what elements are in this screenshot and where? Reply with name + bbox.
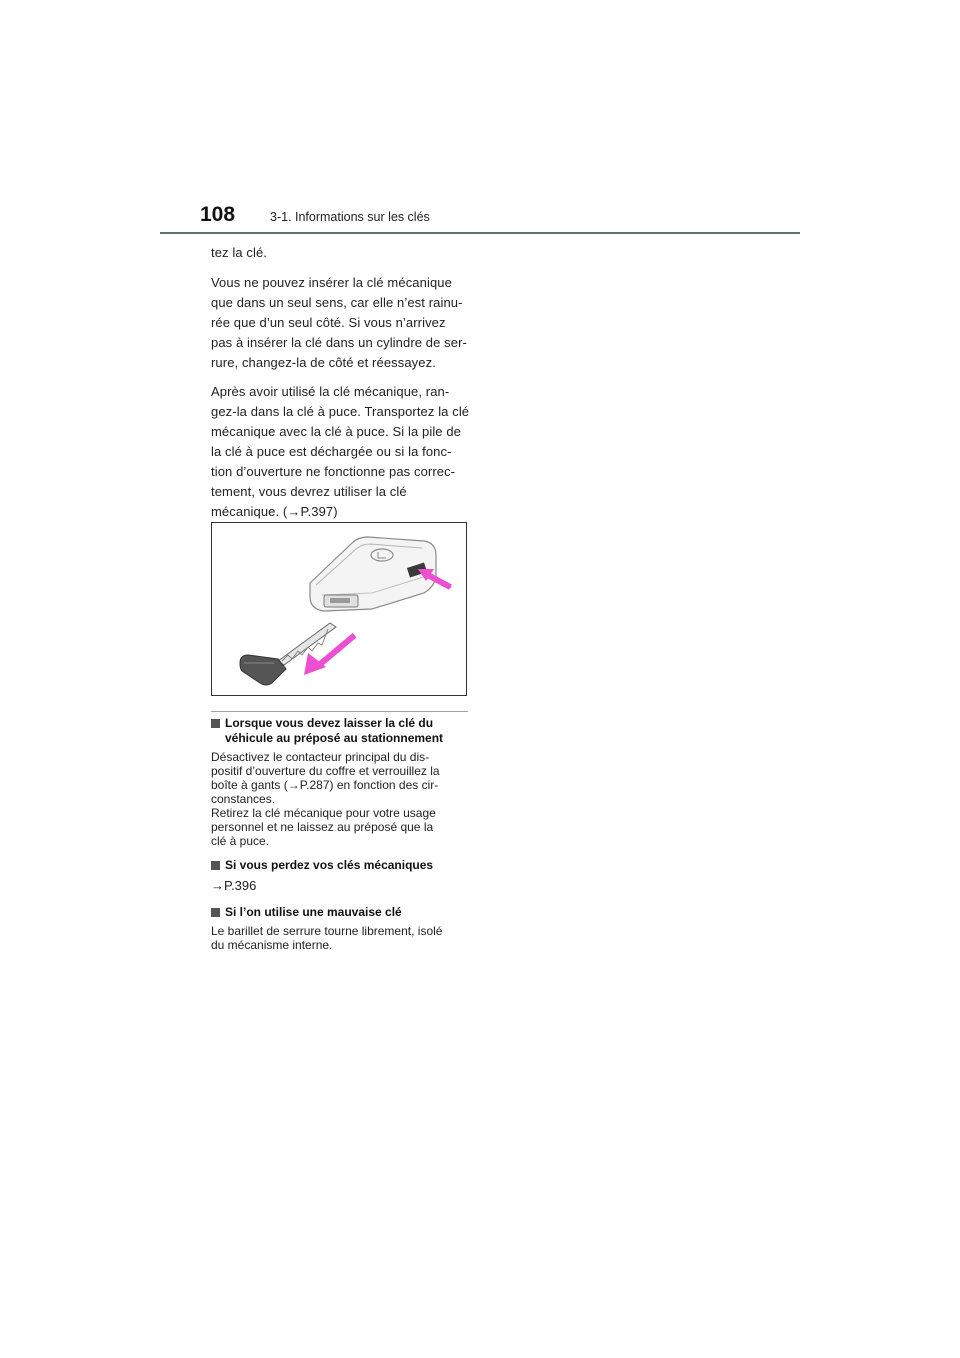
mechanical-key-head [240, 655, 286, 685]
smart-key-mechanical-key-icon [212, 523, 466, 695]
note-heading-lost-keys: Si vous perdez vos clés mécaniques [211, 858, 473, 873]
main-text [211, 243, 471, 531]
separator-rule [211, 711, 468, 712]
section-title: 3-1. Informations sur les clés [270, 210, 430, 224]
square-bullet-icon [211, 908, 220, 917]
note-heading-valet: Lorsque vous devez laisser la clé du véhicule au préposé au stationnement [211, 716, 473, 746]
header-rule [160, 232, 800, 234]
key-illustration [211, 522, 467, 696]
note-body-wrong-key: Le barillet de serrure tourne librement, isolé du mécanisme interne. [211, 924, 443, 952]
note-heading-wrong-key: Si l’on utilise une mauvaise clé [211, 905, 473, 920]
note-body-valet: Désactivez le contacteur principal du dis- positif d’ouverture du coffre et verrouillez la boîte à gants (→P.287) en fonction des cir- constances. Retirez la clé mécanique pour votre usage personnel et ne laissez au préposé que la clé à puce. [211, 750, 440, 848]
note-body-lost-keys: →P.396 [211, 878, 257, 893]
page-number: 108 [200, 203, 236, 226]
square-bullet-icon [211, 861, 220, 870]
paragraph-insert-key: Vous ne pouvez insérer la clé mécanique que dans un seul sens, car elle n’est rainu- rée que d’un seul côté. Si vous n’arrivez pas à insérer la clé dans un cylindre de ser- rure, changez-la de côté et réessayez. [211, 275, 467, 370]
notes-section [211, 716, 473, 962]
paragraph-store-key: Après avoir utilisé la clé mécanique, ran- gez-la dans la clé à puce. Transportez la clé mécanique avec la clé à puce. Si la pile de la clé à puce est déchargée ou si la fonc- tion d’ouverture ne fonctionne pas correc- tement, vous devrez utiliser la clé mécanique. (→P.397) [211, 384, 470, 519]
paragraph-continuation: tez la clé. [211, 245, 268, 260]
square-bullet-icon [211, 719, 220, 728]
